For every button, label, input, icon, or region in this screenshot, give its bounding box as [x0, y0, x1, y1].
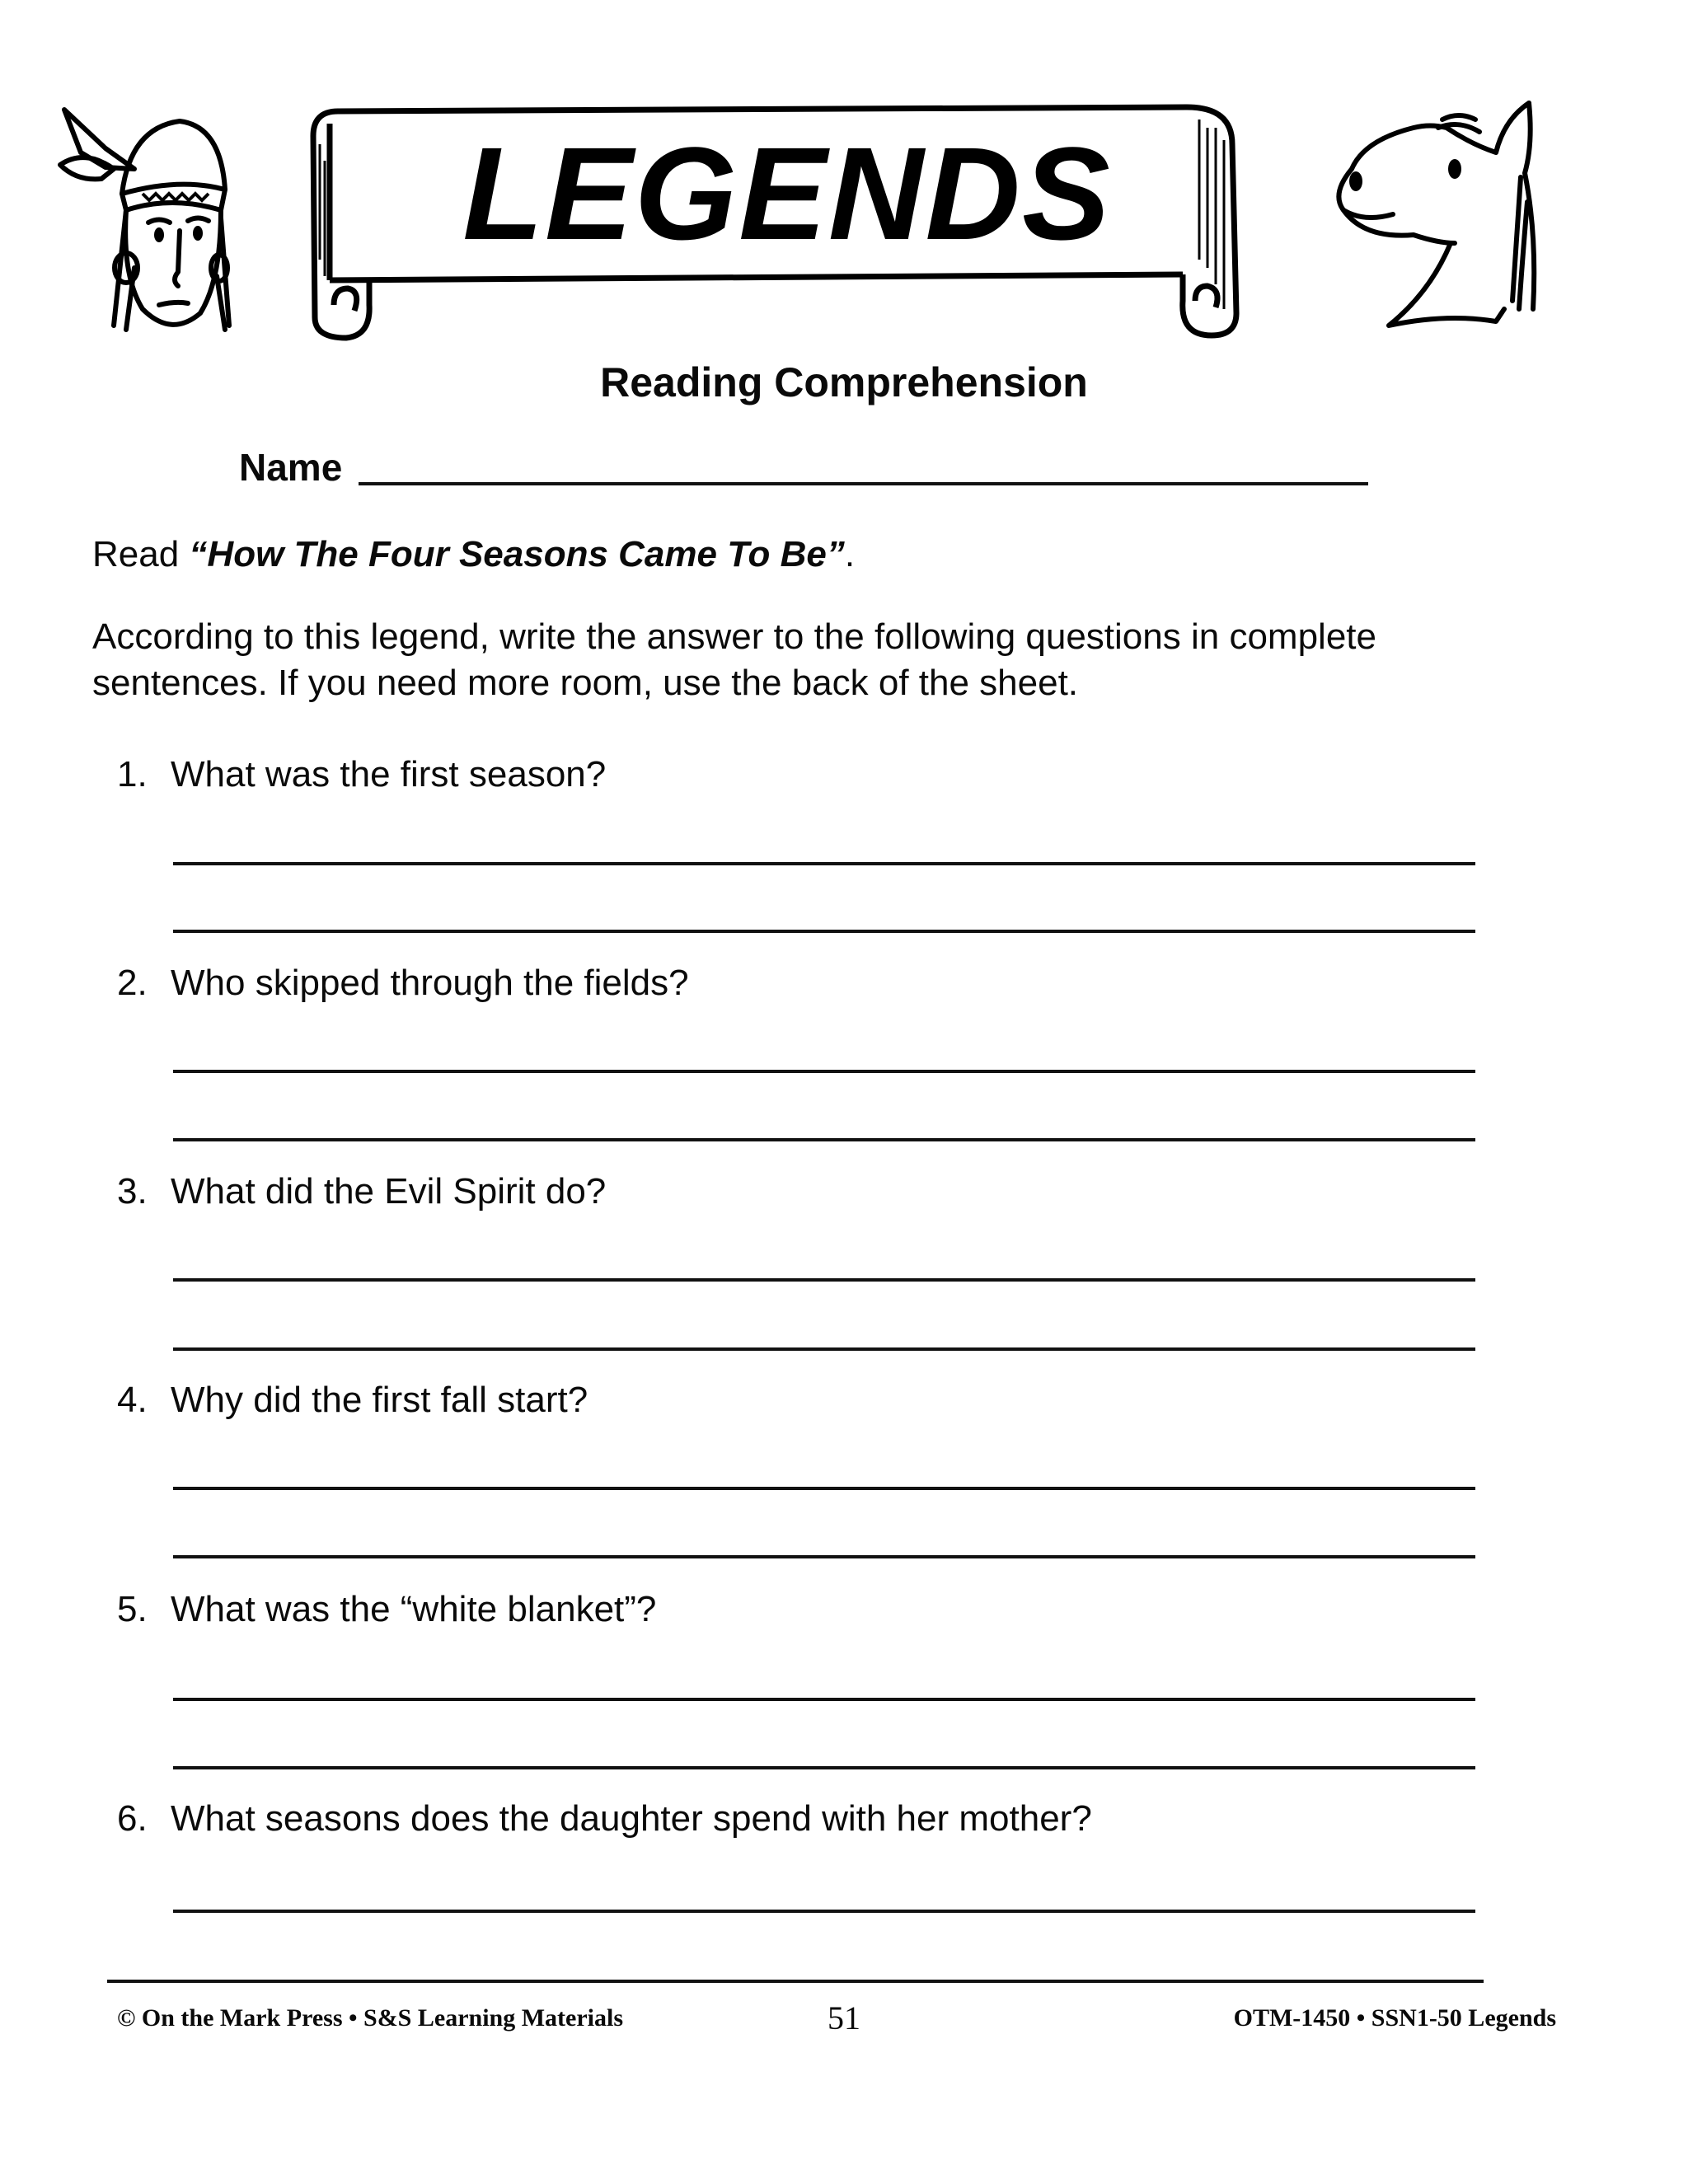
question-4	[117, 1380, 588, 1421]
answer-line[interactable]	[173, 1698, 1475, 1701]
answer-line[interactable]	[173, 1347, 1475, 1351]
question-6	[117, 1798, 1092, 1840]
legend-title: “How The Four Seasons Came To Be”	[189, 534, 845, 574]
legends-banner	[297, 95, 1294, 342]
page-title: LEGENDS	[462, 120, 1112, 267]
answer-line[interactable]	[173, 1070, 1475, 1073]
horse-head-icon	[1306, 95, 1554, 338]
question-number: 3.	[117, 1171, 148, 1212]
question-2	[117, 963, 689, 1004]
question-3	[117, 1171, 606, 1212]
answer-line[interactable]	[173, 930, 1475, 933]
answer-line[interactable]	[107, 1980, 1484, 1983]
question-text: What was the first season?	[171, 754, 607, 794]
answer-line[interactable]	[173, 862, 1475, 865]
answer-line[interactable]	[173, 1555, 1475, 1558]
answer-line[interactable]	[173, 1910, 1475, 1913]
instructions: According to this legend, write the answer to the following questions in complete sentences. If you need more room, use the back of the sheet.	[92, 616, 1376, 703]
reading-assignment	[92, 532, 855, 578]
native-girl-illustration	[56, 103, 287, 338]
question-number: 2.	[117, 963, 148, 1003]
native-girl-with-feather-icon	[56, 103, 287, 338]
question-text: What seasons does the daughter spend with her mother?	[171, 1798, 1092, 1839]
footer-copyright: © On the Mark Press • S&S Learning Materials	[117, 2004, 623, 2032]
question-text: What was the “white blanket”?	[171, 1589, 657, 1629]
question-text: Who skipped through the fields?	[171, 963, 689, 1003]
question-text: Why did the first fall start?	[171, 1380, 588, 1420]
question-1	[117, 754, 606, 795]
name-input-line[interactable]	[359, 482, 1368, 485]
question-number: 5.	[117, 1589, 148, 1629]
read-prefix: Read	[92, 534, 190, 574]
worksheet-subtitle: Reading Comprehension	[600, 359, 1088, 405]
read-suffix: .	[844, 534, 856, 574]
question-number: 1.	[117, 754, 148, 794]
question-number: 4.	[117, 1380, 148, 1420]
answer-line[interactable]	[173, 1138, 1475, 1141]
question-5	[117, 1589, 656, 1630]
answer-line[interactable]	[173, 1766, 1475, 1769]
answer-line[interactable]	[173, 1487, 1475, 1490]
name-label: Name	[239, 446, 343, 489]
footer-product-code: OTM-1450 • SSN1-50 Legends	[1233, 2004, 1556, 2032]
answer-line[interactable]	[173, 1278, 1475, 1282]
horse-illustration	[1306, 95, 1554, 338]
question-text: What did the Evil Spirit do?	[171, 1171, 607, 1212]
page-number: 51	[828, 1999, 860, 2036]
question-number: 6.	[117, 1798, 148, 1839]
